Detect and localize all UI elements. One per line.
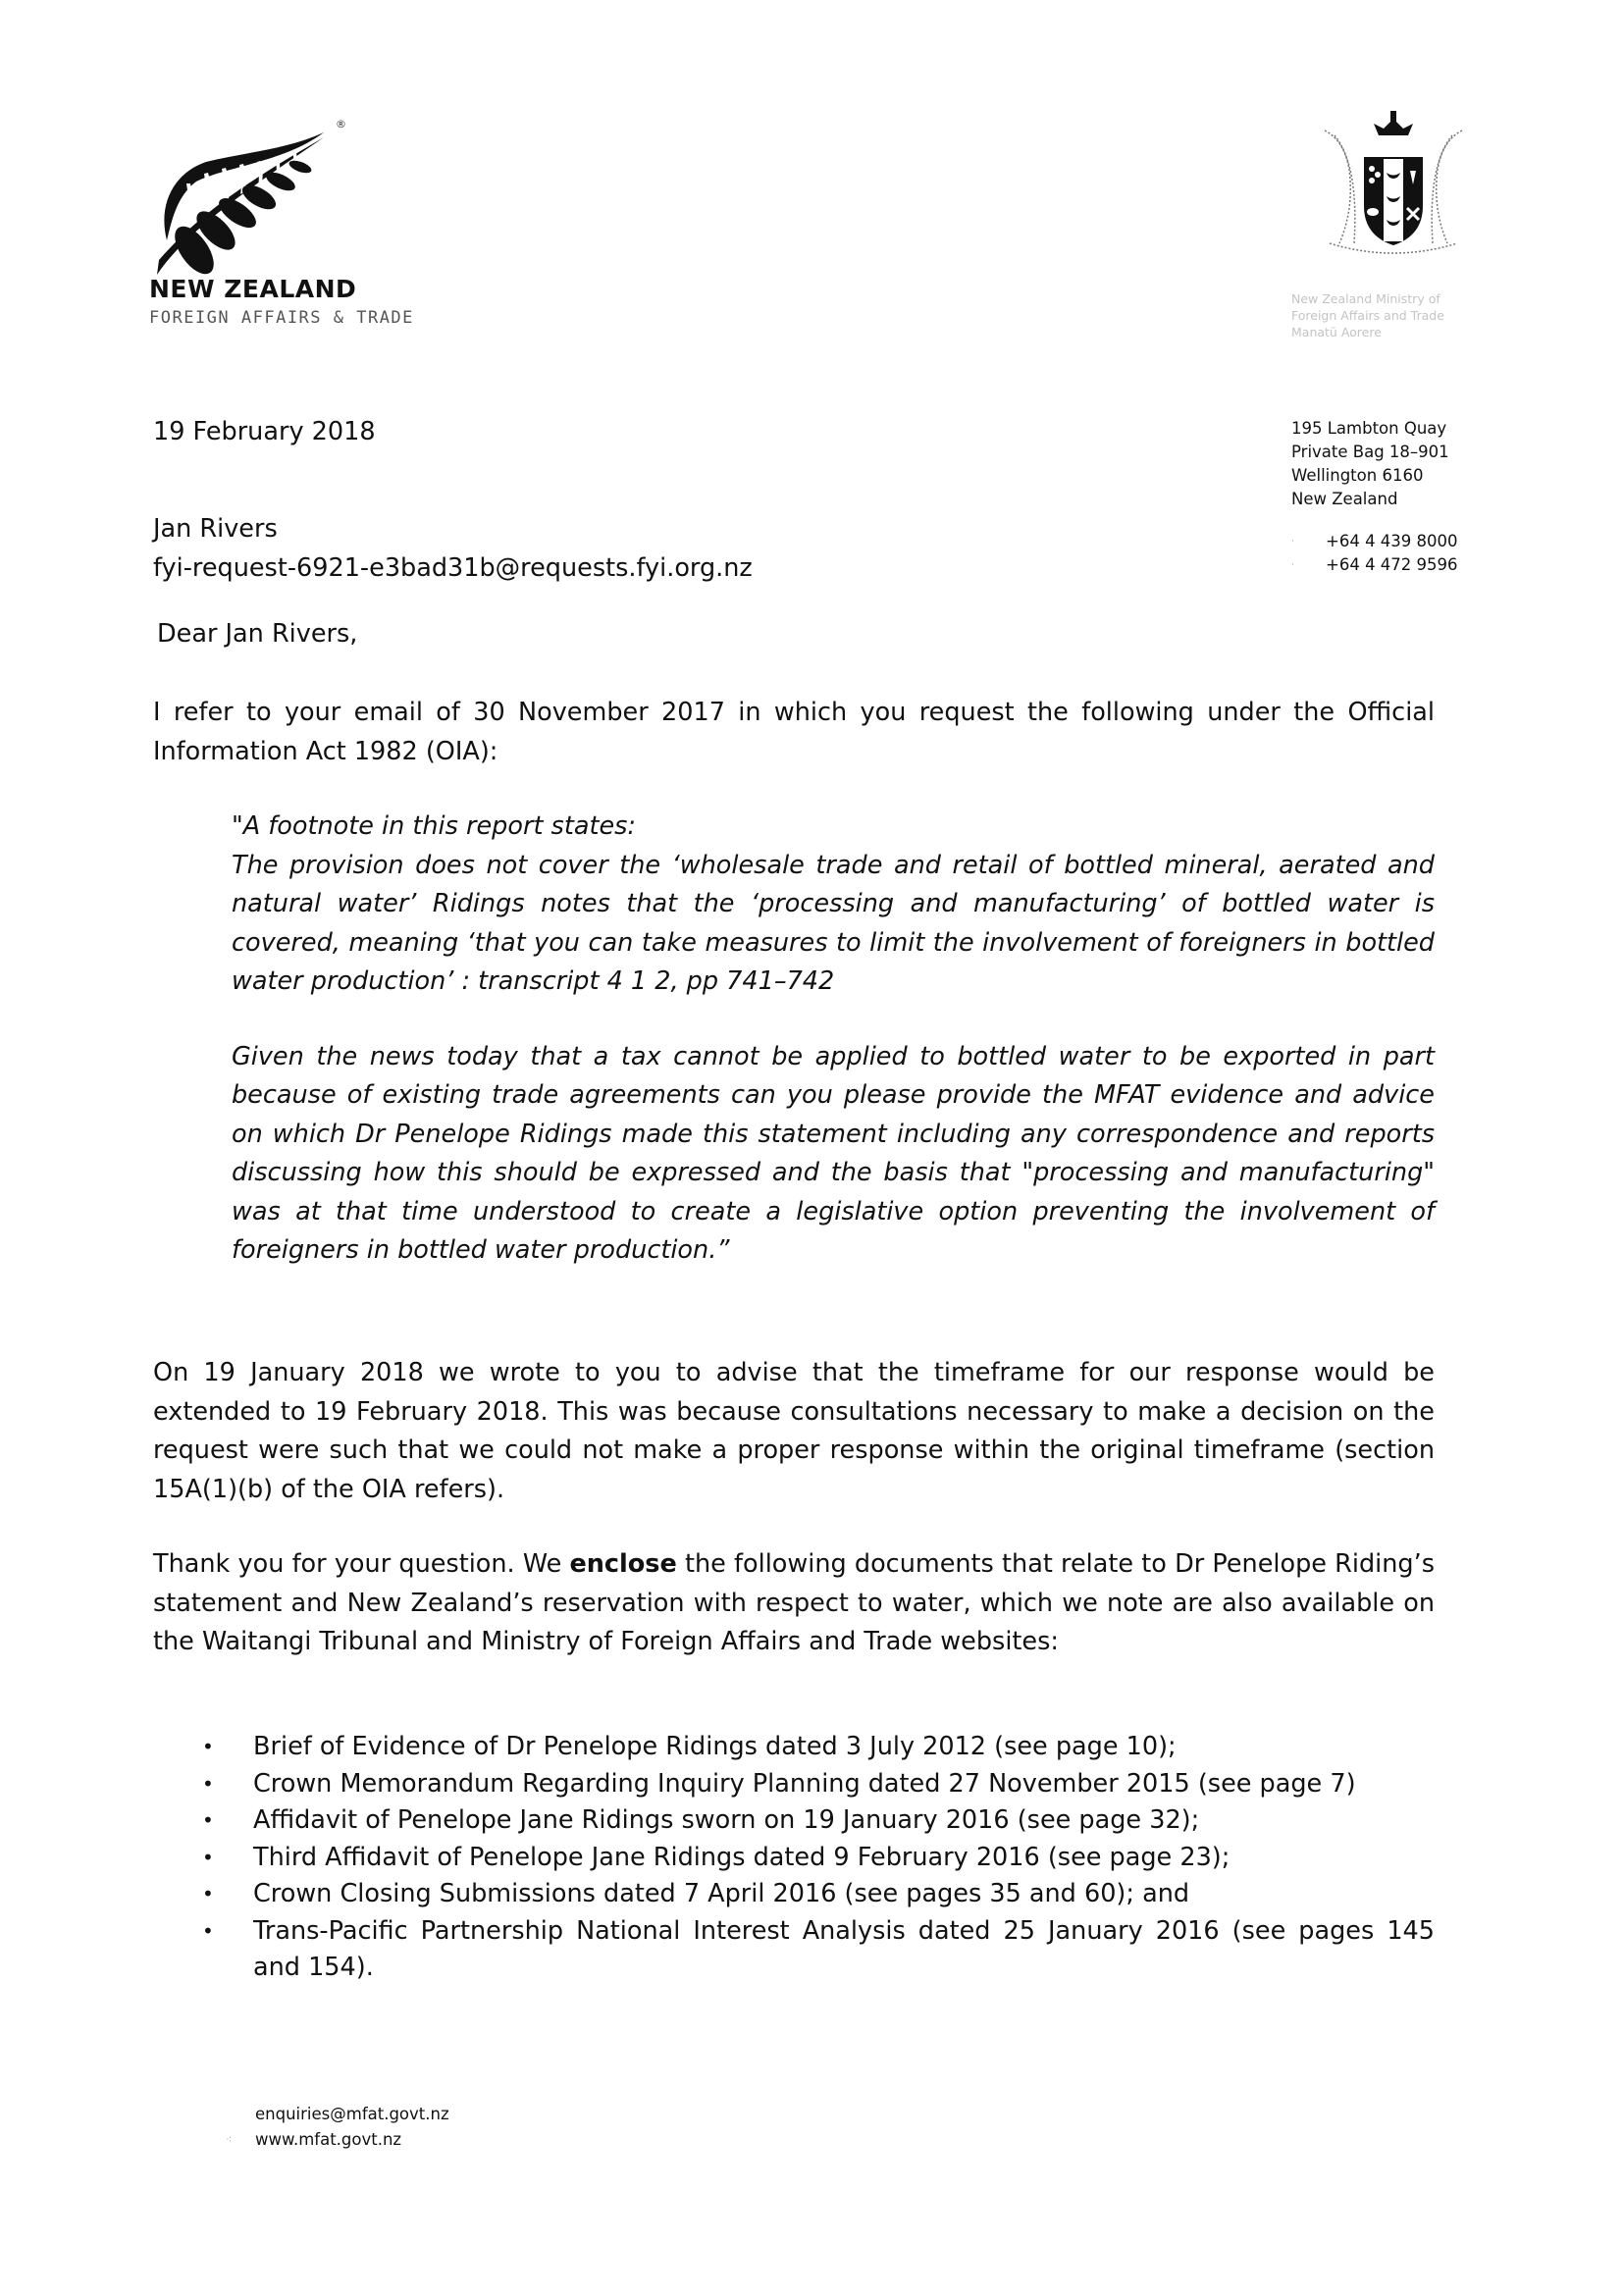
recipient-email[interactable]: fyi-request-6921-e3bad31b@requests.fyi.org.nz [153, 552, 753, 583]
intro-paragraph [153, 694, 1435, 771]
footer-contacts [226, 2102, 449, 2153]
list-item [196, 1802, 1435, 1840]
document-title: Affidavit of Penelope Jane Ridings sworn on 19 January 2016 (see page 32); [253, 1805, 1200, 1835]
address-line: Private Bag 18–901 [1291, 443, 1449, 461]
list-item [196, 1876, 1435, 1913]
phone-number: +64 4 439 8000 [1326, 532, 1458, 550]
footer-website-row [226, 2127, 449, 2153]
fax-number: +64 4 472 9596 [1326, 555, 1458, 574]
enclosure-text-start: Thank you for your question. We [153, 1549, 570, 1579]
enclosure-paragraph [153, 1545, 1435, 1662]
sender-address [1291, 417, 1449, 511]
intro-paragraph-text: I refer to your email of 30 November 2017 in which you request the following under the Official Information Act 1982 (OIA): [153, 698, 1435, 766]
document-title: Crown Closing Submissions dated 7 April 2016 (see pages 35 and 60); and [253, 1879, 1190, 1908]
enclosure-text-end: the following documents that relate to Dr Penelope Riding’s statement and New Zealand’s reservation with respect to water, which we note are also available on the Waitangi Tribunal and Ministry of Foreign Affairs and Trade websites: [153, 1549, 1435, 1656]
fax-row [1291, 553, 1458, 577]
list-item [196, 1729, 1435, 1766]
quote-footnote: The provision does not cover the ‘wholesale trade and retail of bottled mineral, aerated and natural water’ Ridings notes that the ‘processing and manufacturing’ of bottled water is covered, meaning ‘that you can take measures to limit the involvement of foreigners in bottled water production’ : transcript 4 1 2, pp 741–742 [232, 850, 1435, 996]
enclosed-documents-list [196, 1729, 1435, 1987]
footer-website[interactable]: www.mfat.govt.nz [255, 2130, 402, 2149]
document-title: Third Affidavit of Penelope Jane Ridings dated 9 February 2016 (see page 23); [253, 1842, 1230, 1872]
address-line: New Zealand [1291, 490, 1398, 508]
document-title: Trans-Pacific Partnership National Interest Analysis dated 25 January 2016 (see pages 145 and 154). [253, 1915, 1435, 1982]
list-item [196, 1913, 1435, 1987]
address-line: Wellington 6160 [1291, 466, 1424, 485]
salutation: Dear Jan Rivers, [157, 619, 358, 649]
recipient-block [153, 510, 753, 588]
address-line: 195 Lambton Quay [1291, 419, 1447, 438]
bullet-icon: • [202, 1771, 214, 1796]
extension-paragraph [153, 1354, 1435, 1509]
bullet-icon: • [202, 1918, 214, 1943]
enclosure-bold: enclose [569, 1549, 677, 1579]
recipient-name: Jan Rivers [153, 514, 278, 544]
contact-numbers [1291, 530, 1458, 577]
footer-email[interactable]: enquiries@mfat.govt.nz [255, 2105, 449, 2123]
bullet-icon: • [202, 1735, 214, 1758]
crest-caption [1291, 290, 1517, 340]
quote-line: "A footnote in this report states: [232, 811, 637, 841]
registered-mark: ® [336, 118, 346, 130]
globe-icon: ⁖ [226, 2133, 233, 2146]
enclosure-paragraph-text [153, 1545, 1435, 1662]
document-title: Crown Memorandum Regarding Inquiry Planning dated 27 November 2015 (see page 7) [253, 1768, 1356, 1799]
footer-email-row [226, 2102, 449, 2127]
crest-caption-line: Foreign Affairs and Trade [1291, 308, 1444, 323]
bullet-icon: • [202, 1845, 214, 1869]
org-name: NEW ZEALAND [149, 275, 357, 303]
letter-date: 19 February 2018 [153, 417, 376, 446]
document-title: Brief of Evidence of Dr Penelope Ridings dated 3 July 2012 (see page 10); [253, 1732, 1177, 1761]
crest-caption-line: New Zealand Ministry of [1291, 291, 1440, 306]
bullet-icon: • [202, 1808, 214, 1832]
quote-request: Given the news today that a tax cannot be applied to bottled water to be exported in part because of existing trade agreements can you please provide the MFAT evidence and advice on which Dr Penelope Ridings made this statement including any correspondence and reports discussing how this should be expressed and the basis that "processing and manufacturing" was at that time understood to create a legislative option preventing the involvement of foreigners in bottled water production.” [232, 1041, 1435, 1265]
org-subtitle: FOREIGN AFFAIRS & TRADE [149, 308, 414, 328]
coat-of-arms-icon [1295, 106, 1492, 263]
crest-caption-line: Manatū Aorere [1291, 325, 1382, 339]
fax-icon: · [1291, 560, 1294, 570]
phone-row [1291, 530, 1458, 553]
bullet-icon: • [202, 1882, 214, 1905]
extension-paragraph-text: On 19 January 2018 we wrote to you to advise that the timeframe for our response would be extended to 19 February 2018. This was because consultations necessary to make a decision on the request were such that we could not make a proper response within the original timeframe (section 15A(1)(b) of the OIA refers). [153, 1358, 1435, 1504]
silver-fern-icon [147, 113, 343, 289]
request-quote [232, 808, 1435, 1271]
list-item [196, 1766, 1435, 1803]
list-item [196, 1840, 1435, 1877]
phone-icon: · [1291, 537, 1294, 547]
